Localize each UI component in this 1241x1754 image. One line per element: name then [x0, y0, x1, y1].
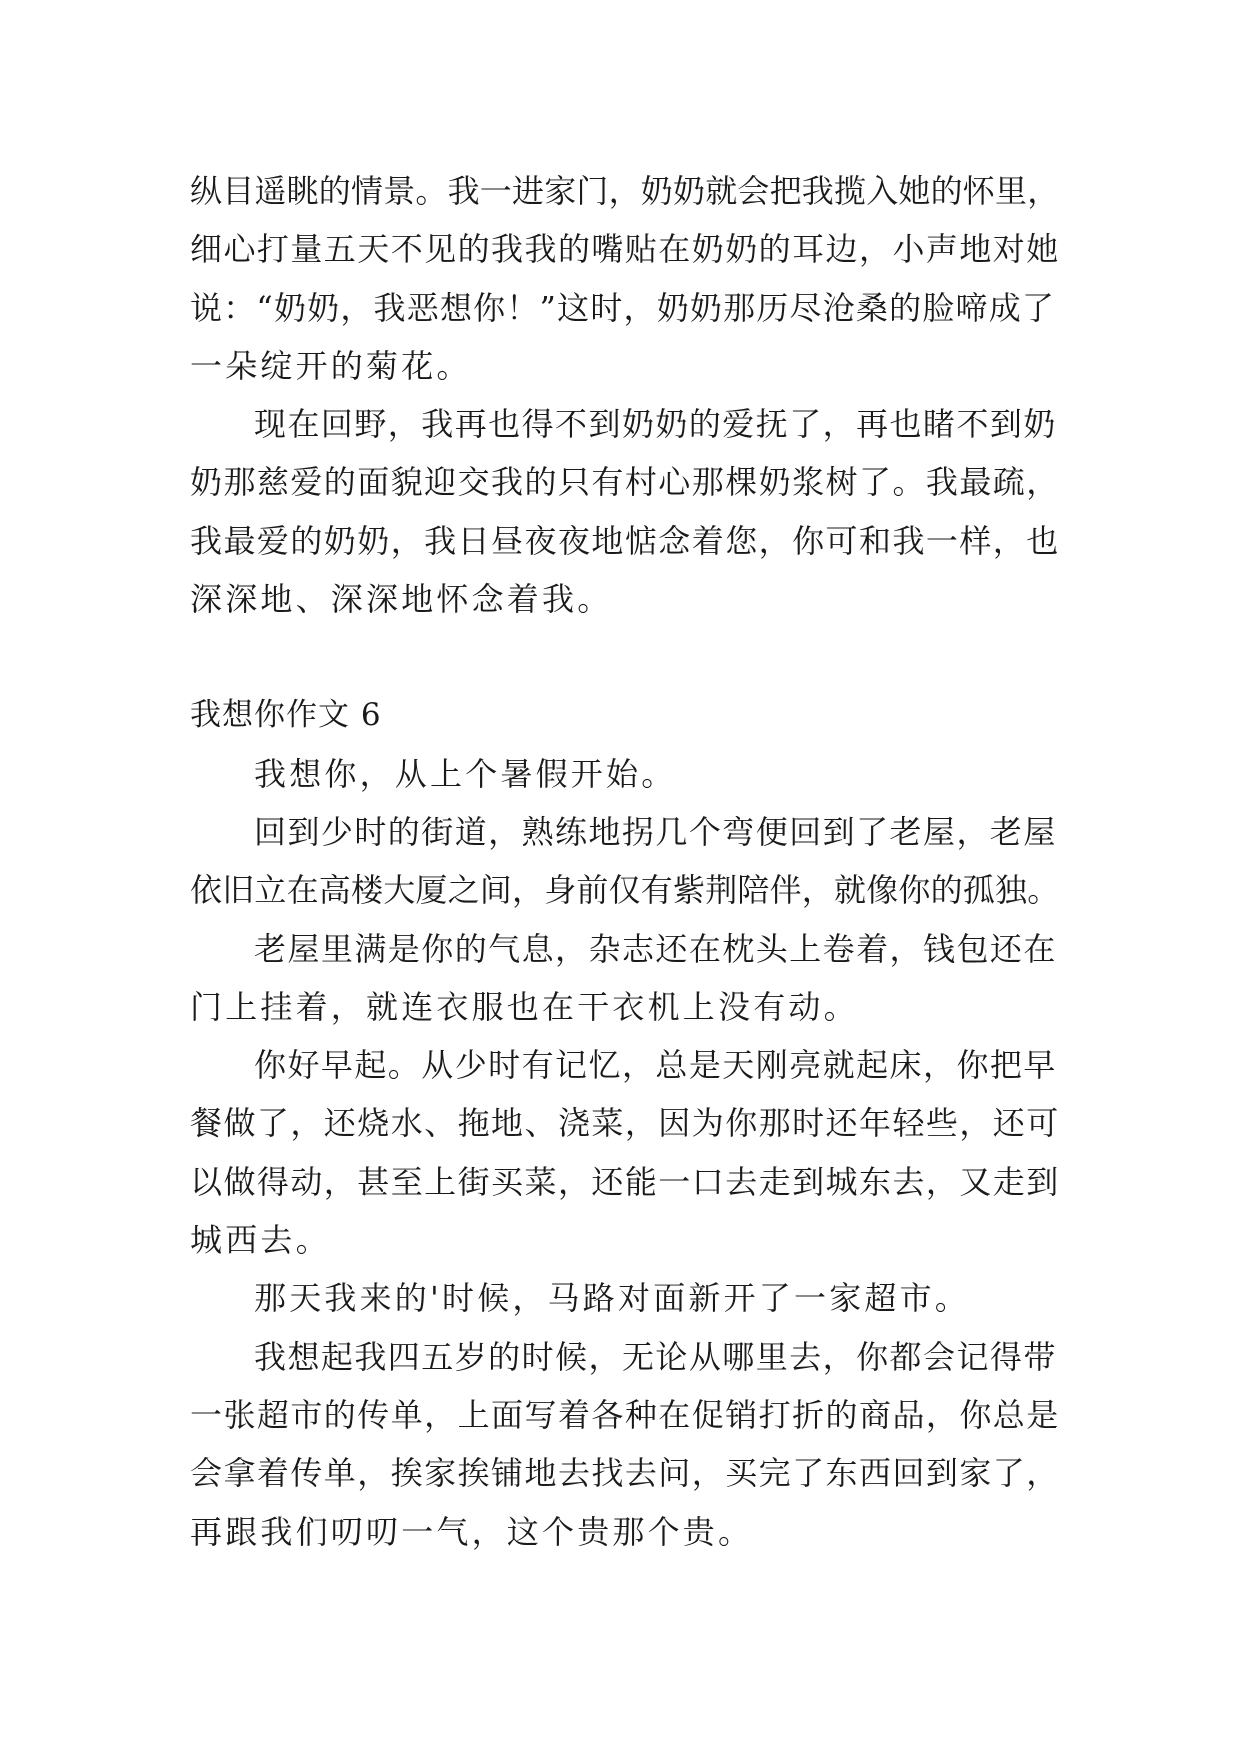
text-line: 深深地、深深地怀念着我。 [190, 580, 613, 619]
text-line: 以做得动，甚至上街买菜，还能一口去走到城东去，又走到 [190, 1162, 1060, 1201]
section-spacer [190, 628, 1060, 686]
paragraph-missing-grandma [190, 395, 1060, 628]
text-line: 奶那慈爱的面貌迎交我的只有村心那棵奶浆树了。我最疏， [190, 463, 1060, 502]
text-line: 我想你，从上个暑假开始。 [254, 754, 677, 793]
text-line: 那天我来的'时候，马路对面新开了一家超市。 [254, 1279, 970, 1318]
text-line: 老屋里满是你的气息，杂志还在枕头上卷着，钱包还在 [254, 929, 1057, 968]
text-line: 我最爱的奶奶，我日昼夜夜地惦念着您，你可和我一样，也 [190, 521, 1060, 560]
text-line: 细心打量五天不见的我我的嘴贴在奶奶的耳边，小声地对她 [190, 230, 1060, 269]
text-line: 门上挂着，就连衣服也在干衣机上没有动。 [190, 987, 859, 1026]
text-line: 你好早起。从少时有记忆，总是天刚亮就起床，你把早 [254, 1046, 1057, 1085]
text-line: 回到少时的街道，熟练地拐几个弯便回到了老屋，老屋 [254, 812, 1057, 851]
text-line: 城西去。 [190, 1221, 331, 1260]
text-line: 纵目遥眺的情景。我一进家门，奶奶就会把我揽入她的怀里， [190, 172, 1060, 210]
text-line: 我想起我四五岁的时候，无论从哪里去，你都会记得带 [254, 1337, 1057, 1376]
text-line: 一张超市的传单，上面写着各种在促销打折的商品，你总是 [190, 1395, 1060, 1434]
paragraph-homecoming [190, 162, 1060, 395]
essay-heading: 我想你作文 6 [190, 697, 382, 734]
text-line: 餐做了，还烧水、拖地、浇菜，因为你那时还年轻些，还可 [190, 1104, 1060, 1143]
text-line: 说：“奶奶，我恶想你！”这时，奶奶那历尽沧桑的脸啼成了 [190, 288, 1056, 327]
article-body [190, 162, 1060, 1561]
text-line: 现在回野，我再也得不到奶奶的爱抚了，再也睹不到奶 [254, 405, 1057, 444]
text-line: 依旧立在高楼大厦之间，身前仅有紫荆陪伴，就像你的孤独。 [190, 871, 1060, 910]
text-line: 再跟我们叨叨一气，这个贵那个贵。 [190, 1512, 754, 1551]
text-line: 一朵绽开的菊花。 [190, 346, 472, 385]
text-line: 会拿着传单，挨家挨铺地去找去问，买完了东西回到家了， [190, 1454, 1060, 1493]
essay-six-body [190, 745, 1060, 1561]
